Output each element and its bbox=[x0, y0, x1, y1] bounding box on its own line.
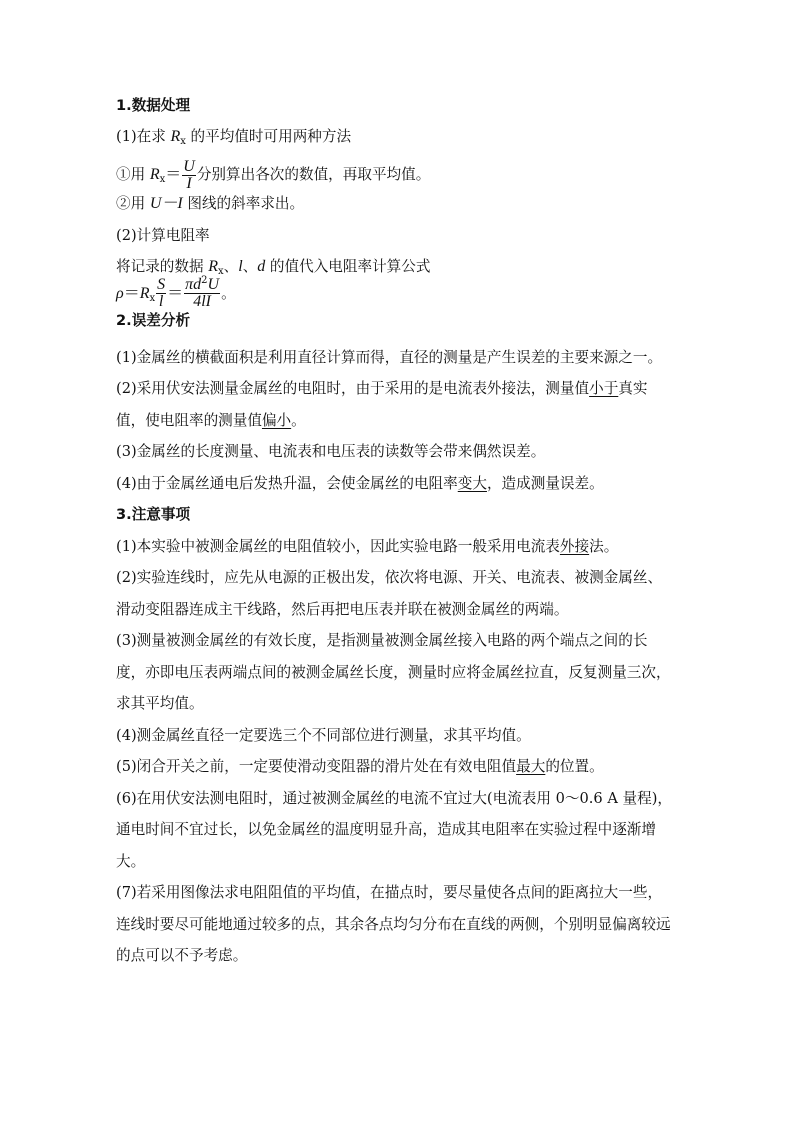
s1-paragraph-4: (2)计算电阻率 bbox=[116, 226, 210, 244]
s2-paragraph-2: (2)采用伏安法测量金属丝的电阻时，由于采用的是电流表外接法，测量值小于真实值，使电阻率的测量值偏小。 bbox=[116, 380, 648, 429]
s3-paragraph-7: (7)若采用图像法求电阻阻值的平均值，在描点时，要尽量使各点间的距离拉大一些，连线时要尽可能地通过较多的点，其余各点均匀分布在直线的两侧，个别明显偏离较远的点可以不予考虑。 bbox=[116, 884, 671, 965]
underlined-answer: 外接 bbox=[559, 537, 590, 555]
fraction-pi-d2u-over-4li: $\frac{\pi d^2U}{4lI}$ bbox=[185, 275, 220, 311]
underlined-answer: 最大 bbox=[516, 758, 546, 776]
fraction-s-over-l: $\frac{S}{l}$ bbox=[157, 276, 166, 311]
underlined-answer: 偏小 bbox=[261, 411, 292, 429]
s3-paragraph-4: (4)测金属丝直径一定要选三个不同部位进行测量，求其平均值。 bbox=[116, 726, 531, 744]
s3-paragraph-6: (6)在用伏安法测电阻时，通过被测金属丝的电流不宜过大(电流表用 0～0.6 A 量程)，通电时间不宜过长，以免金属丝的温度明显升高，造成其电阻率在实验过程中逐渐增大。 bbox=[116, 789, 673, 870]
section-3-title: 3.注意事项 bbox=[116, 506, 191, 524]
resistivity-formula: $\rho=R_x$ $\frac{S}{l}$ ＝ $\frac{\pi d^2U}{4lI}$ 。 bbox=[116, 275, 236, 311]
s1-paragraph-1: (1)在求 $R_x$ 的平均值时可用两种方法 bbox=[116, 128, 352, 148]
section-1-title: 1.数据处理 bbox=[116, 97, 191, 114]
fraction-u-over-i: $\frac{U}{I}$ bbox=[183, 157, 195, 192]
s1-paragraph-5: 将记录的数据 $R_x$、l、d 的值代入电阻率计算公式 bbox=[116, 257, 431, 277]
s1-paragraph-2: ①用 $R_x=$ $\frac{U}{I}$ 分别算出各次的数值，再取平均值。 bbox=[116, 157, 431, 192]
s3-paragraph-1: (1)本实验中被测金属丝的电阻值较小，因此实验电路一般采用电流表外接法。 bbox=[116, 537, 619, 555]
s3-paragraph-3: (3)测量被测金属丝的有效长度，是指测量被测金属丝接入电路的两个端点之间的长度，亦即电压表两端点间的被测金属丝长度，测量时应将金属丝拉直，反复测量三次，求其平均值。 bbox=[116, 632, 671, 713]
underlined-answer: 变大 bbox=[457, 474, 487, 492]
s3-paragraph-5: (5)闭合开关之前，一定要使滑动变阻器的滑片处在有效电阻值最大的位置。 bbox=[116, 758, 604, 776]
section-2-title: 2.误差分析 bbox=[116, 311, 191, 329]
s2-paragraph-3: (3)金属丝的长度测量、电流表和电压表的读数等会带来偶然误差。 bbox=[116, 443, 546, 461]
s2-paragraph-1: (1)金属丝的横截面积是利用直径计算而得，直径的测量是产生误差的主要来源之一。 bbox=[116, 348, 663, 366]
document-body bbox=[116, 96, 676, 972]
underlined-answer: 小于 bbox=[589, 380, 619, 398]
s3-paragraph-2: (2)实验连线时，应先从电源的正极出发，依次将电源、开关、电流表、被测金属丝、滑动变阻器连成主干线路，然后再把电压表并联在被测金属丝的两端。 bbox=[116, 569, 663, 618]
s2-paragraph-4: (4)由于金属丝通电后发热升温，会使金属丝的电阻率变大，造成测量误差。 bbox=[116, 474, 604, 492]
s1-paragraph-3: ②用 U－I 图线的斜率求出。 bbox=[116, 195, 305, 213]
